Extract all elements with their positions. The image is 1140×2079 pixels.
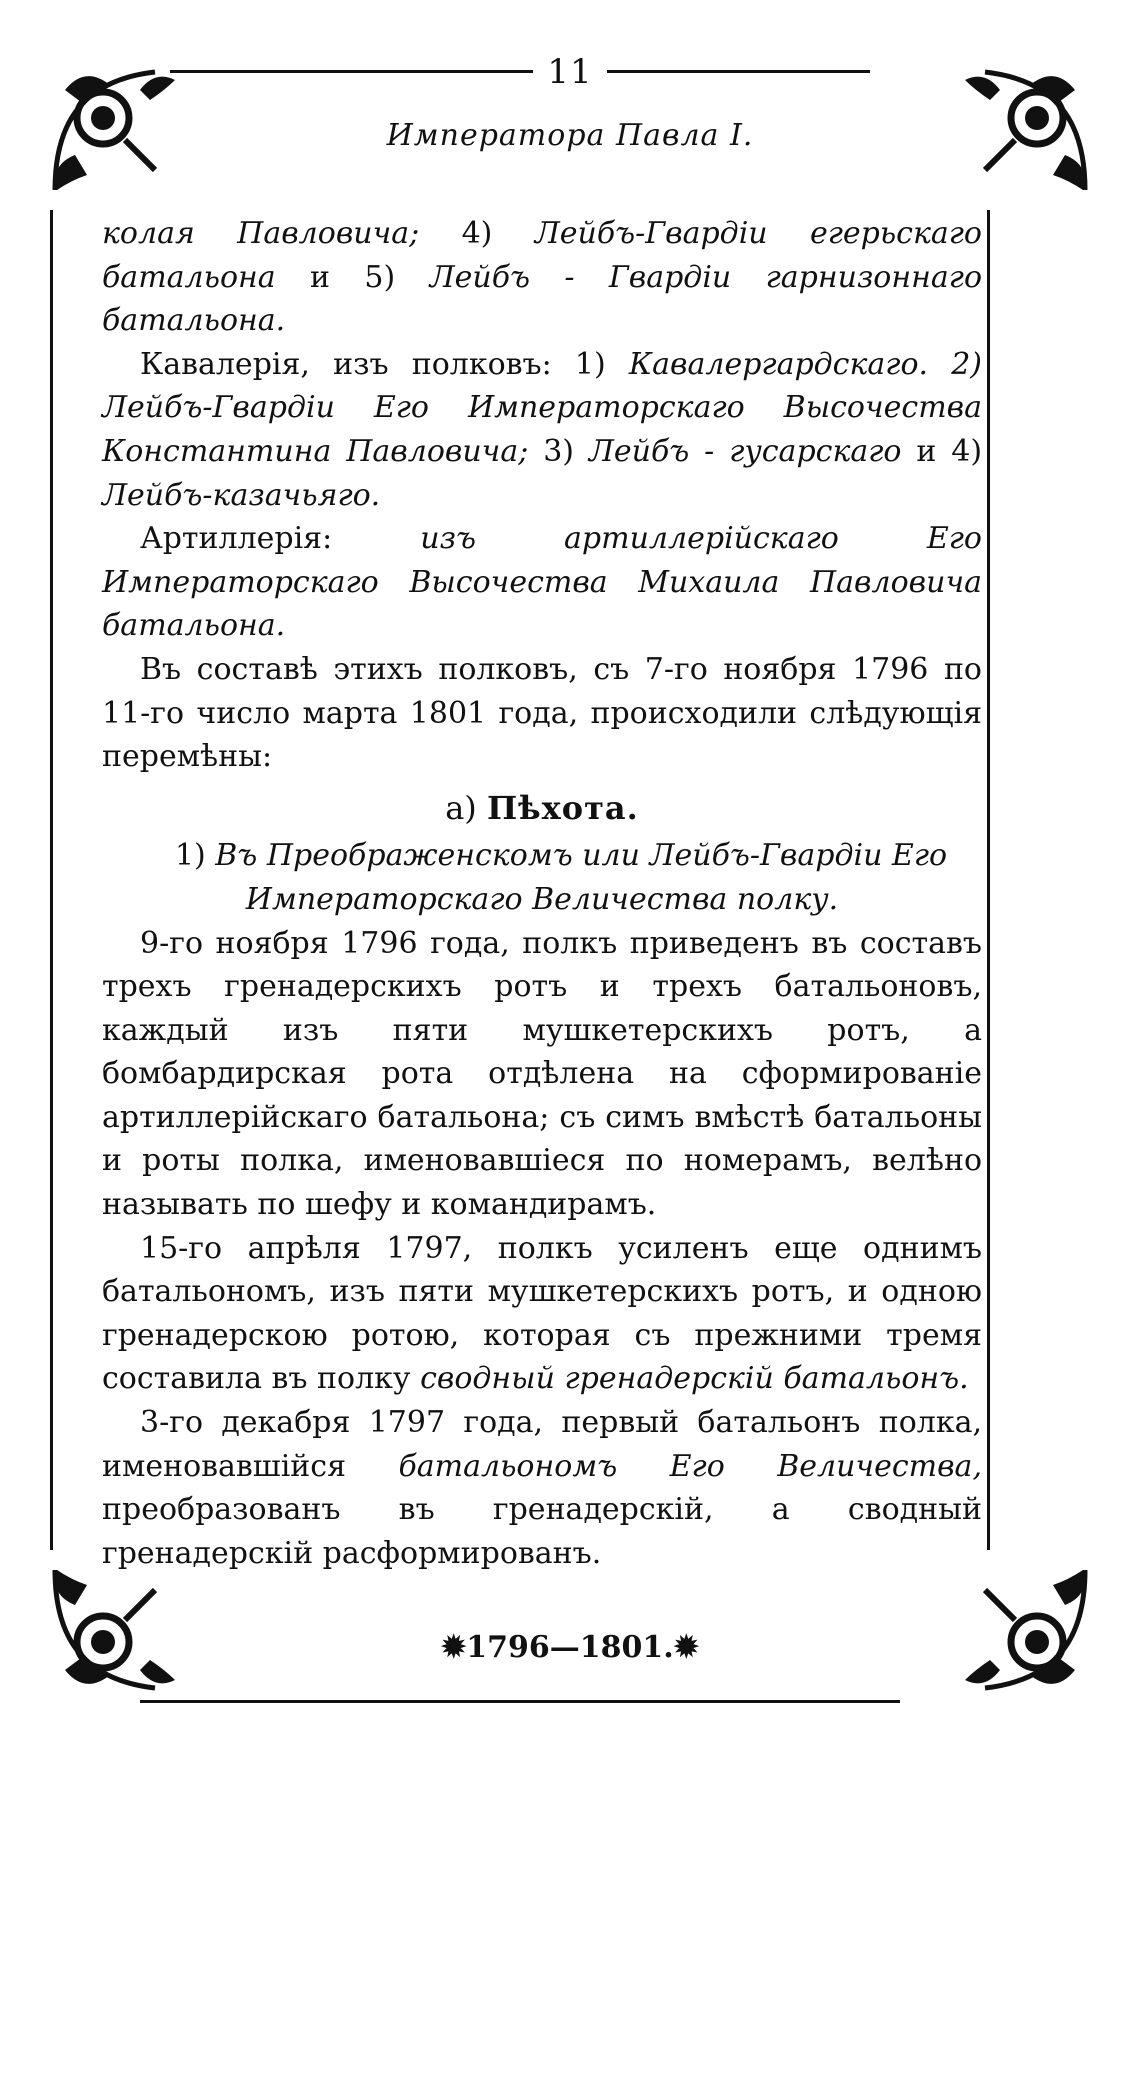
section-heading — [102, 787, 982, 831]
p1-plain-2: и 5) — [275, 259, 430, 295]
paragraph-1 — [102, 212, 982, 343]
p7-tail: преобразованъ въ гренадерскій, а сводный гренадерскій расформированъ. — [102, 1492, 982, 1571]
star-left-icon: ✹ — [441, 1630, 467, 1665]
section-letter: а) — [445, 788, 487, 827]
paragraph-3 — [102, 517, 982, 648]
p6-lead: 15-го апрѣля 1797, полкъ усиленъ еще однимъ батальономъ, изъ пяти мушкетерскихъ ротъ, и одною гренадерскою ротою, которая съ прежними тремя составила въ полку — [102, 1230, 982, 1397]
item-1-number: 1) — [174, 838, 216, 874]
item-1-heading — [102, 834, 982, 921]
frame-left-rule — [50, 210, 53, 1550]
page-number: 11 — [533, 52, 606, 92]
p3-italic: изъ артиллерійскаго Его Императорскаго Высочества Михаила Павловича батальона. — [102, 521, 982, 644]
paragraph-5: 9-го ноября 1796 года, полкъ приведенъ въ составъ трехъ гренадерскихъ ротъ и трехъ батальоновъ, каждый изъ пяти мушкетерскихъ ротъ, а бомбардирская рота отдѣлена на сформированіе артиллерійскаго батальона; съ симъ вмѣстѣ батальоны и роты полка, именовавшіеся по номерамъ, велѣно называть по шефу и командирамъ. — [102, 925, 982, 1223]
p1-italic-1: колая Павловича; — [102, 216, 420, 251]
running-head: Императора Павла I. — [386, 118, 754, 153]
paragraph-4: Въ составѣ этихъ полковъ, съ 7-го ноября 1796 по 11-го число марта 1801 года, происходили слѣдующія перемѣны: — [102, 651, 982, 775]
p3-lead: Артиллерія: — [140, 521, 421, 557]
paragraph-6 — [102, 1227, 982, 1401]
page-number-container — [0, 52, 1140, 92]
paragraph-2 — [102, 343, 982, 517]
p7-italic: батальономъ Его Величества, — [398, 1448, 982, 1484]
frame-right-rule — [987, 210, 990, 1550]
bottom-years: 1796—1801. — [466, 1630, 674, 1665]
frame-bottom-rule — [140, 1700, 900, 1703]
star-right-icon: ✹ — [673, 1630, 699, 1665]
p7-lead: 3-го декабря 1797 года, первый батальонъ полка, именовавшійся — [102, 1405, 982, 1484]
p2-italic-3: Лейбъ-казачьяго. — [102, 477, 381, 513]
bottom-years-mark — [0, 1630, 1140, 1665]
paragraph-7 — [102, 1401, 982, 1575]
p1-italic-3: Лейбъ - Гвардіи гарнизоннаго батальона. — [102, 259, 982, 339]
p2-italic-2: Лейбъ - гусарскаго — [588, 433, 902, 469]
section-title: Пѣхота. — [486, 788, 639, 827]
p6-italic: сводный гренадерскій батальонъ. — [420, 1361, 969, 1397]
p2-plain-2: и 4) — [901, 433, 983, 469]
p1-italic-2: Лейбъ-Гвардіи егерьскаго батальона — [102, 216, 982, 295]
p1-plain-1: 4) — [419, 216, 535, 251]
p2-lead: Кавалерія, изъ полковъ: 1) — [140, 346, 629, 382]
item-1-title: Въ Преображенскомъ или Лейбъ-Гвардіи Его Императорскаго Величества полку. — [215, 838, 948, 917]
p2-plain-1: 3) — [528, 433, 589, 469]
p2-italic-1: Кавалергардскаго. 2) Лейбъ-Гвардіи Его Императорскаго Высочества Константина Павловича; — [102, 346, 983, 469]
body-text — [102, 212, 982, 1575]
